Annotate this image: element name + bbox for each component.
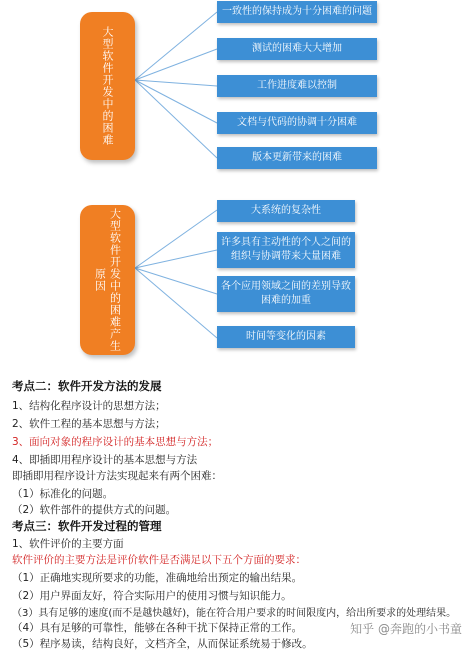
section2-line-3: （1）正确地实现所要求的功能，准确地给出预定的输出结果。 bbox=[12, 572, 303, 584]
diagram1-box-3: 工作进度难以控制 bbox=[217, 75, 377, 97]
diagram2-box-4: 时间等变化的因素 bbox=[217, 326, 355, 348]
section1-line-5: 即插即用程序设计方法实现起来有两个困难： bbox=[12, 470, 222, 482]
section2-title: 考点三：软件开发过程的管理 bbox=[12, 519, 162, 533]
diagram2-box-1: 大系统的复杂性 bbox=[217, 200, 355, 222]
section1-line-6: （1）标准化的问题。 bbox=[12, 488, 114, 500]
watermark: 知乎 @奔跑的小书童 bbox=[350, 622, 462, 636]
section2-line-5: （3）具有足够的速度(而不是越快越好)，能在符合用户要求的时间限度内，给出所要求的处理结果。 bbox=[12, 608, 457, 619]
diagram1-box-2: 测试的困难大大增加 bbox=[217, 38, 377, 60]
section1-line-2: 2、软件工程的基本思想与方法； bbox=[12, 418, 166, 430]
diagram2-box-3: 各个应用领域之间的差别导致困难的加重 bbox=[217, 276, 355, 312]
diagram2-center-box bbox=[80, 205, 135, 355]
section2-line-4: （2）用户界面友好，符合实际用户的使用习惯与知识能力。 bbox=[12, 590, 292, 602]
section2-line-7: （5）程序易读，结构良好，文档齐全，从而保证系统易于修改。 bbox=[12, 638, 313, 650]
section1-title: 考点二：软件开发方法的发展 bbox=[12, 379, 162, 393]
diagram1-box-4: 文档与代码的协调十分困难 bbox=[217, 112, 377, 134]
diagram2-box-2: 许多具有主动性的个人之间的组织与协调带来大量困难 bbox=[217, 232, 355, 268]
diagram1-center-label: 大型软件开发中的困难 bbox=[101, 26, 114, 146]
diagram2-center-label: 大型软件开发中的困难产生原因 bbox=[93, 208, 122, 352]
diagram1-center-box bbox=[80, 12, 135, 160]
section2-line-6: （4）具有足够的可靠性，能够在各种干扰下保持正常的工作。 bbox=[12, 622, 303, 634]
section1-line-4: 4、即插即用程序设计的基本思想与方法 bbox=[12, 454, 198, 466]
section2-line-1: 1、软件评价的主要方面 bbox=[12, 538, 124, 550]
diagram1-box-1: 一致性的保持成为十分困难的问题 bbox=[217, 1, 377, 23]
section1-line-1: 1、结构化程序设计的思想方法； bbox=[12, 400, 166, 412]
section1-line-7: （2）软件部件的提供方式的问题。 bbox=[12, 504, 177, 516]
diagram1-box-5: 版本更新带来的困难 bbox=[217, 147, 377, 169]
section1-line-3: 3、面向对象的程序设计的基本思想与方法； bbox=[12, 436, 219, 448]
section2-line-2: 软件评价的主要方法是评价软件是否满足以下五个方面的要求： bbox=[12, 554, 306, 566]
